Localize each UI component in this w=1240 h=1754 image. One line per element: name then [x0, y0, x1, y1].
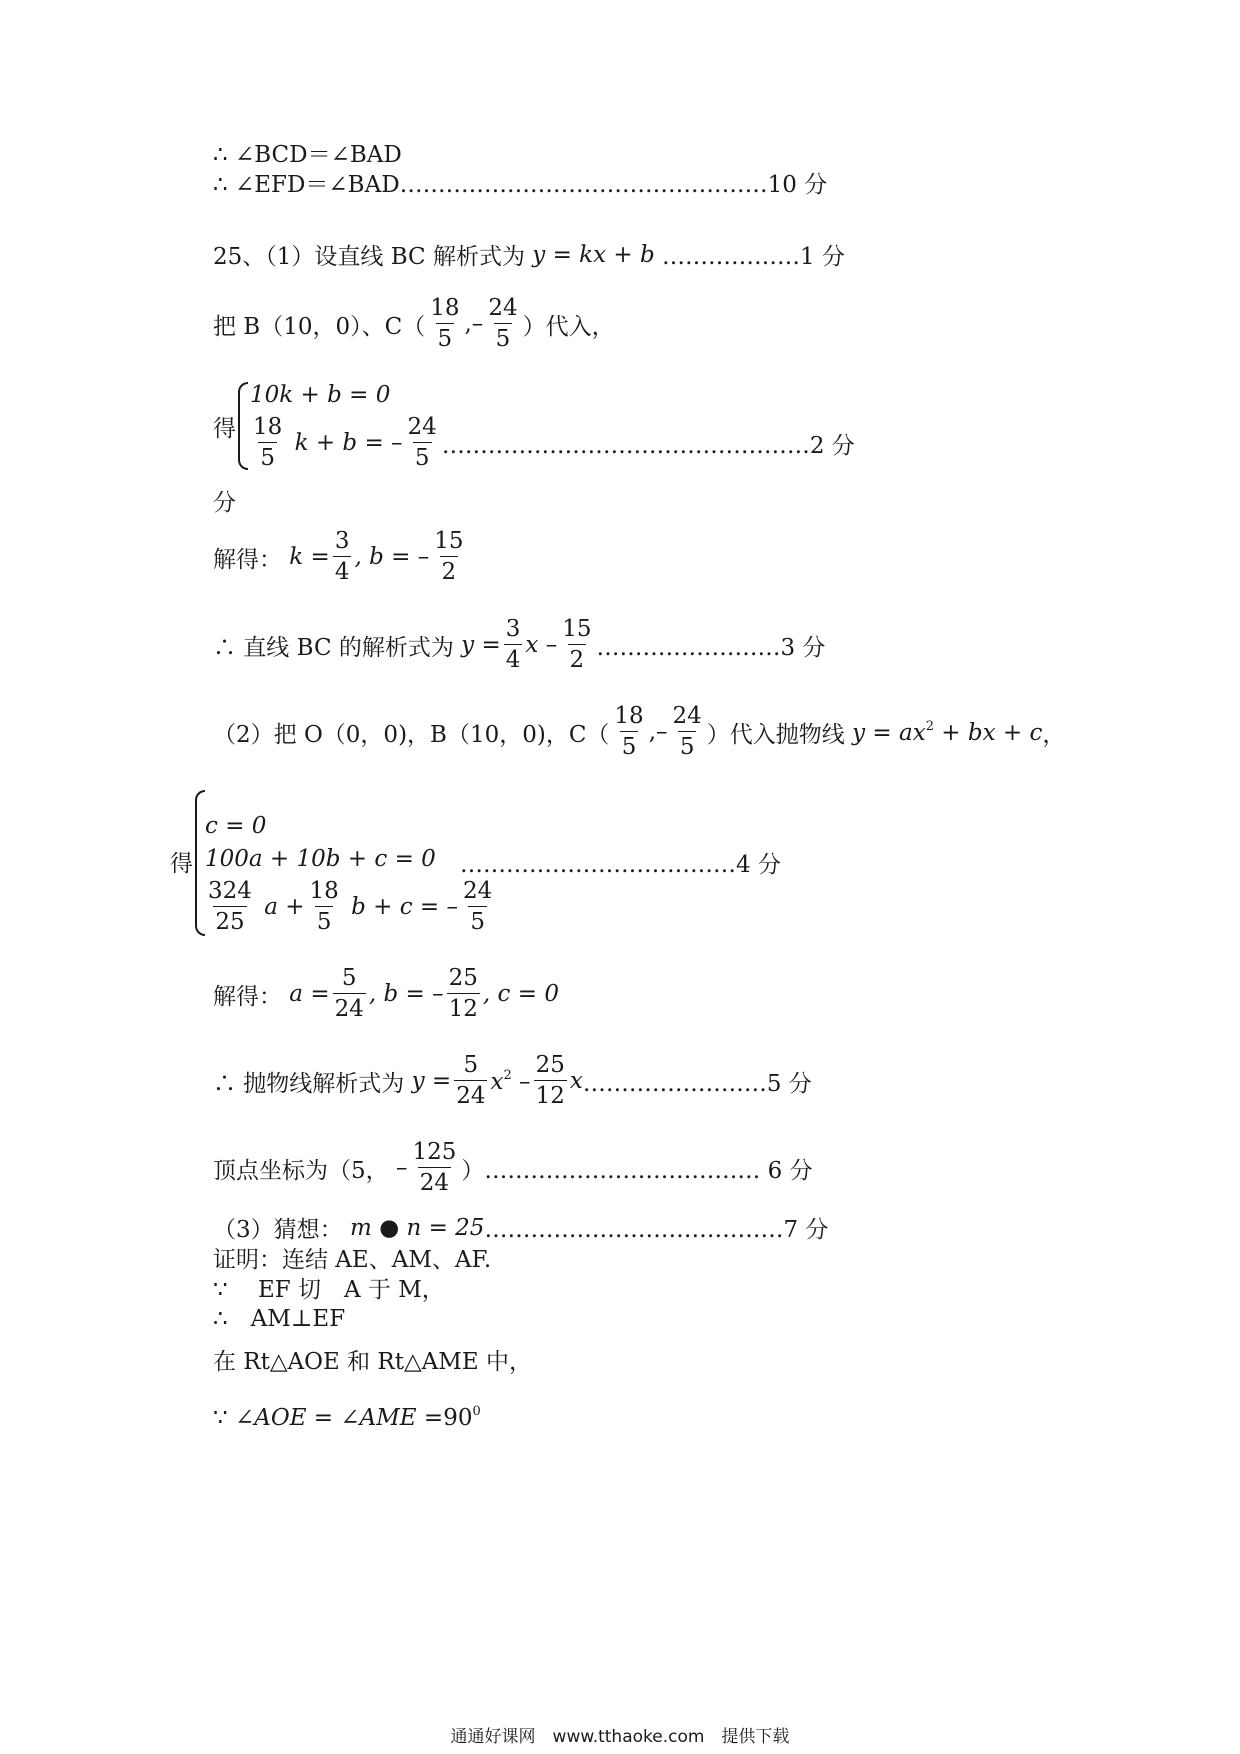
brace-1 — [238, 382, 248, 470]
sub-prefix: 把 B（10，0）、C（ — [213, 313, 426, 340]
because-tangent: ∵ EF 切 A 于 M， — [213, 1277, 445, 1303]
system2-row3: $\frac{324}{25}$ a + $\frac{18}{5}$ b + c = – $\frac{24}{5}$ — [208, 878, 493, 935]
guess-prefix: （3）猜想： — [213, 1217, 343, 1243]
de-label-2: 得 — [170, 851, 193, 877]
system2-row2 — [205, 846, 436, 872]
q25-score: ………………1 分 — [662, 244, 845, 270]
system1-score: …………………………………………2 分 — [441, 432, 855, 459]
frac-24-5: $\frac{24}{5}$ — [488, 295, 518, 352]
solve-line-1: 解得： k = $\frac{3}{4}$ , b = – $\frac{15}{2}$ — [213, 528, 464, 585]
p2-line: （2）把 O（0，0)，B（10，0)，C（ $\frac{18}{5}$ ,– $\frac{24}{5}$ ）代入抛物线 $y = ax^2$ + bx + c ， — [213, 703, 1066, 760]
bc-prefix: ∴ 直线 BC 的解析式为 — [213, 634, 454, 661]
line-efd-bad: ∴ ∠EFD＝∠BAD…………………………………………10 分 — [213, 172, 828, 198]
q25-formula: y = kx + b — [524, 241, 662, 268]
frac-18-5: $\frac{18}{5}$ — [430, 295, 460, 352]
guess-score: …………………………………7 分 — [484, 1217, 829, 1243]
line-bcd-bad: ∴ ∠BCD＝∠BAD — [213, 142, 402, 168]
system1-row1: 10k + b = 0 — [250, 382, 391, 408]
vertex-prefix: 顶点坐标为（5， — [213, 1157, 389, 1184]
parabola-line: ∴ 抛物线解析式为 y = $\frac{5}{24}$ $x^2$ – $\frac{25}{12}$ x ……………………5 分 — [213, 1052, 812, 1109]
sub-suffix: ）代入， — [522, 313, 615, 340]
solve-line-2: 解得： a = $\frac{5}{24}$ , b = – $\frac{25}{12}$ , c = 0 — [213, 965, 559, 1022]
q25-prefix: 25、（1）设直线 BC 解析式为 — [213, 244, 525, 270]
system1-row2: $\frac{18}{5}$ k + b = – $\frac{24}{5}$ …………………………………………2 分 — [253, 414, 855, 471]
vertex-line: 顶点坐标为（5， – $\frac{125}{24}$ ） ……………………………… 6 分 — [213, 1139, 813, 1196]
parab-score: ……………………5 分 — [582, 1070, 812, 1097]
therefore-perp: ∴ AM⊥EF — [213, 1306, 346, 1332]
angle-line: ∵ ∠AOE = ∠AME = $90^0$ — [213, 1404, 481, 1431]
system2-score: ………………………………4 分 — [460, 852, 781, 878]
solve-label: 解得： — [213, 546, 282, 573]
solve2-label: 解得： — [213, 983, 282, 1010]
guess-line: （3）猜想： m ● n = 25 …………………………………7 分 — [213, 1211, 828, 1244]
system2-row2-text: 100a + 10b + c = 0 — [205, 846, 436, 872]
bc-score: ……………………3 分 — [596, 634, 826, 661]
p2-suffix: ）代入抛物线 — [706, 721, 845, 748]
vertex-suffix: ） — [461, 1157, 485, 1184]
angle-prefix: ∵ — [213, 1404, 228, 1431]
page-footer: 通通好课网 www.tthaoke.com 提供下载 — [450, 1727, 790, 1747]
system2-row1: c = 0 — [205, 813, 267, 839]
vertex-score: ……………………………… 6 分 — [484, 1157, 813, 1184]
proof-line: 证明：连结 AE、AM、AF. — [213, 1247, 492, 1273]
bc-line: ∴ 直线 BC 的解析式为 y = $\frac{3}{4}$ x – $\frac{15}{2}$ ……………………3 分 — [213, 616, 826, 673]
triangles-line: 在 Rt△AOE 和 Rt△AME 中， — [213, 1349, 532, 1375]
parab-prefix: ∴ 抛物线解析式为 — [213, 1070, 405, 1097]
fen-line: 分 — [213, 490, 236, 516]
q25-line — [213, 238, 845, 271]
de-label: 得 — [213, 416, 236, 442]
substitute-line: 把 B（10，0）、C（ $\frac{18}{5}$ ,– $\frac{24}{5}$ ）代入， — [213, 295, 615, 352]
p2-prefix: （2）把 O（0，0)，B（10，0)，C（ — [213, 721, 610, 748]
